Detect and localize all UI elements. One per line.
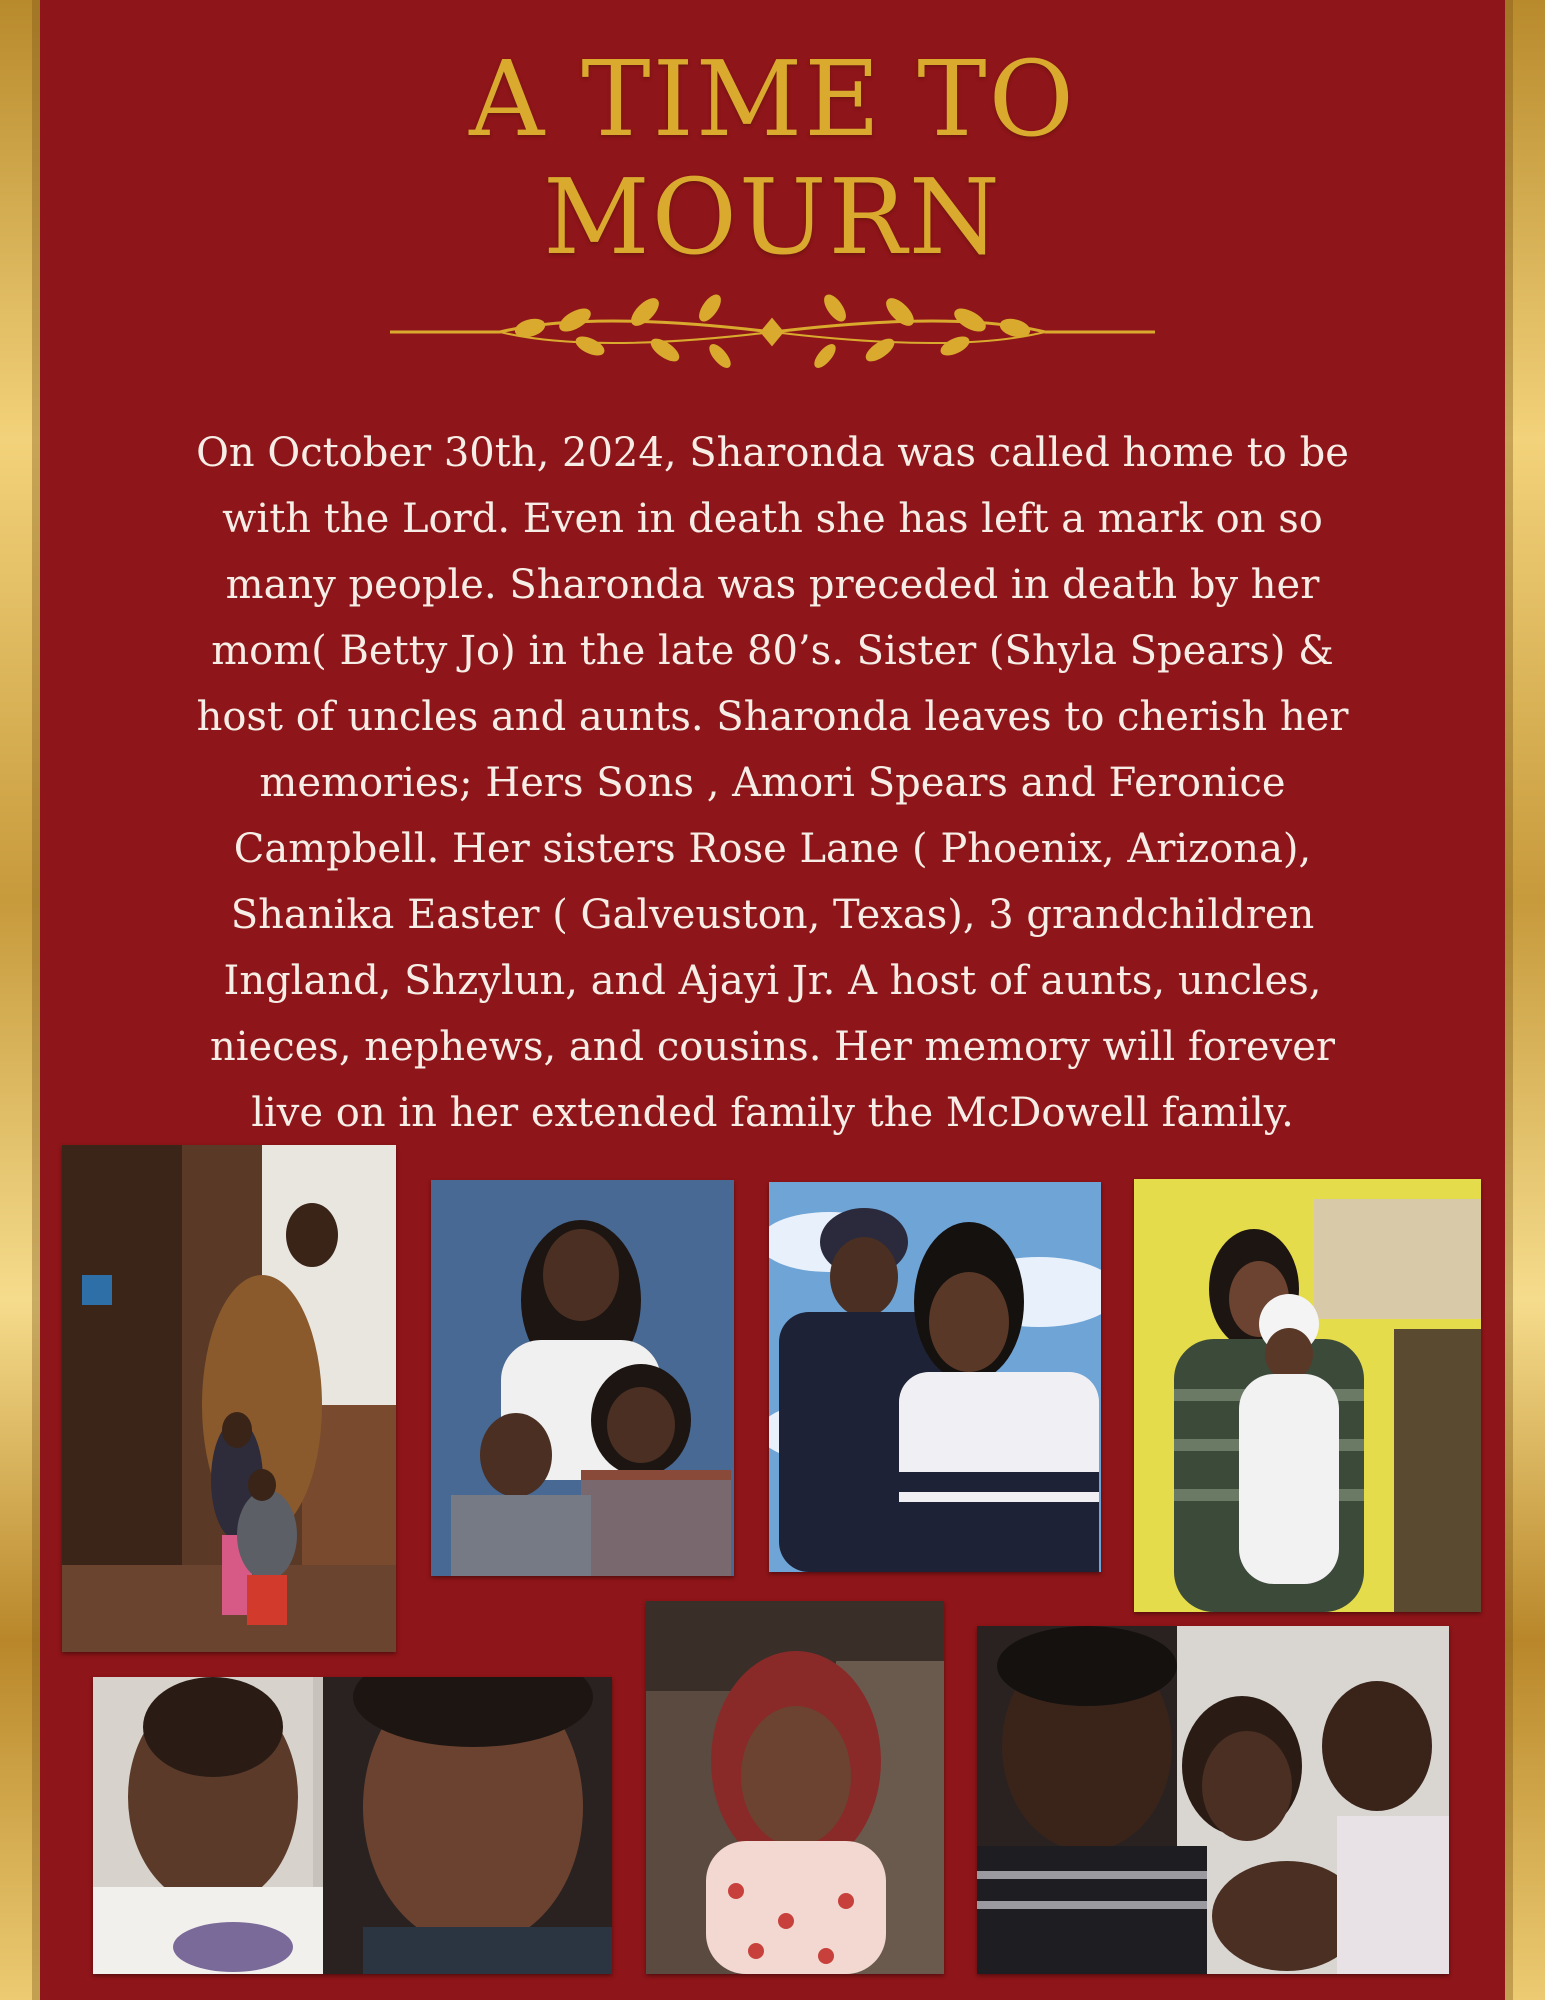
- obituary-line: On October 30th, 2024, Sharonda was called home to be: [196, 430, 1349, 476]
- photo-staircase-family: [62, 1145, 396, 1652]
- obituary-line: Campbell. Her sisters Rose Lane ( Phoenix, Arizona),: [233, 826, 1312, 872]
- photo-studio-portrait-children: [431, 1180, 734, 1576]
- gold-border-right: [1505, 0, 1545, 2000]
- obituary-text: [80, 420, 1465, 1146]
- photo-red-hair-portrait: [646, 1601, 944, 1974]
- obituary-line: with the Lord. Even in death she has left a mark on so: [222, 496, 1323, 542]
- obituary-line: mom( Betty Jo) in the late 80’s. Sister (Shyla Spears) &: [211, 628, 1334, 674]
- obituary-line: nieces, nephews, and cousins. Her memory will forever: [210, 1024, 1335, 1070]
- obituary-line: Shanika Easter ( Galveuston, Texas), 3 grandchildren: [230, 892, 1315, 938]
- title-line-1: A TIME TO: [469, 38, 1076, 160]
- photo-kitchen-holding-baby: [1134, 1179, 1481, 1612]
- obituary-line: many people. Sharonda was preceded in death by her: [225, 562, 1320, 608]
- page-title: [0, 40, 1545, 276]
- photo-selfie-with-grandchildren: [977, 1626, 1449, 1974]
- title-line-2: MOURN: [543, 156, 1002, 278]
- obituary-line: memories; Hers Sons , Amori Spears and Feronice: [259, 760, 1286, 806]
- obituary-line: host of uncles and aunts. Sharonda leaves to cherish her: [196, 694, 1349, 740]
- photo-sky-backdrop-teens: [769, 1182, 1101, 1572]
- obituary-line: live on in her extended family the McDowell family.: [251, 1090, 1294, 1136]
- gold-border-left: [0, 0, 40, 2000]
- photo-closeup-mother-child: [93, 1677, 612, 1974]
- obituary-line: Ingland, Shzylun, and Ajayi Jr. A host of aunts, uncles,: [223, 958, 1322, 1004]
- floral-divider-ornament: [390, 290, 1155, 370]
